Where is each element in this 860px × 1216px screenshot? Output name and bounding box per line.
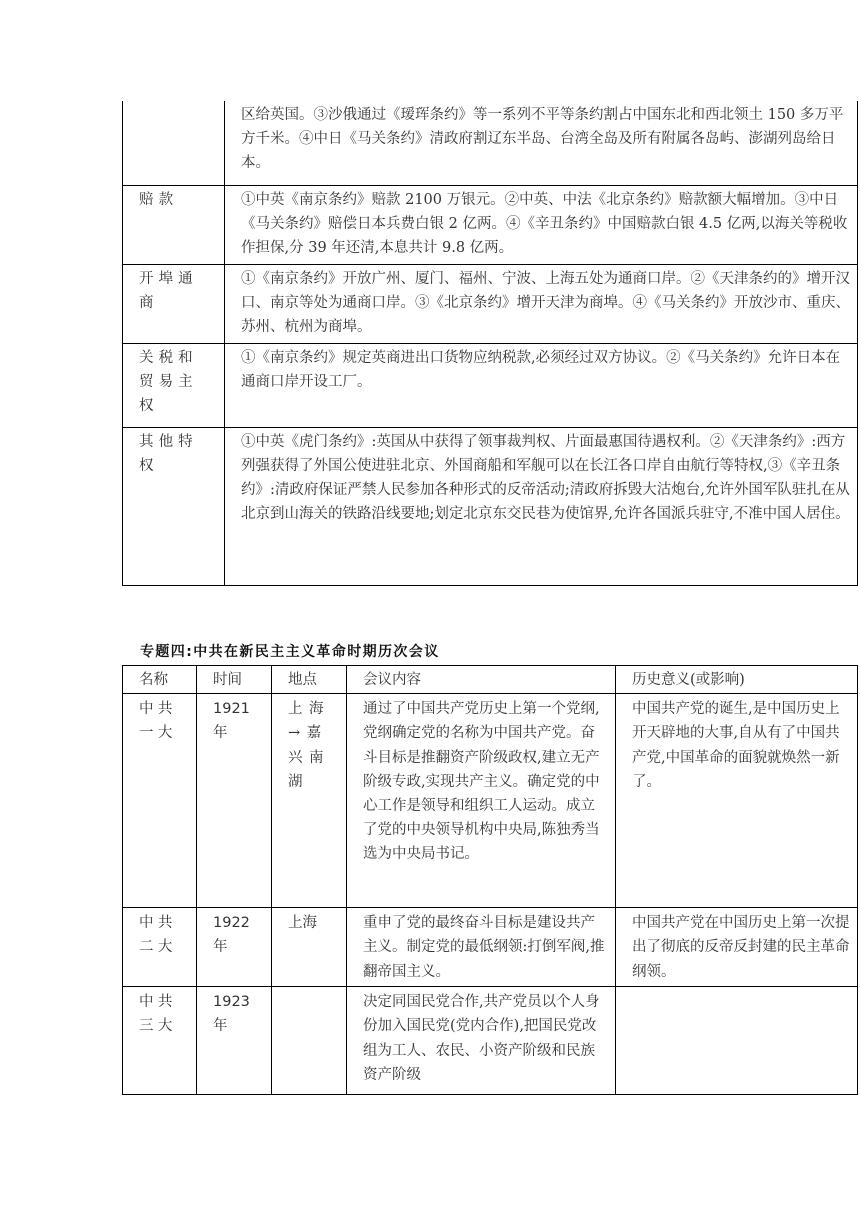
year-suffix: 年: [213, 725, 228, 742]
congress-place: 上海→嘉兴南湖: [272, 694, 347, 908]
congress-significance: [616, 987, 858, 1095]
congress-place: [272, 987, 347, 1095]
treaty-content: ①《南京条约》规定英商进出口货物应纳税款,必须经过双方协议。②《马关条约》允许日本在通商口岸开设工厂。: [225, 343, 858, 427]
congress-name: 中共二大: [123, 908, 197, 987]
treaty-category: 关税和贸易主权: [123, 343, 225, 427]
congress-significance: 中国共产党的诞生,是中国历史上开天辟地的大事,自从有了中国共产党,中国革命的面貌就焕然一新了。: [616, 694, 858, 908]
table-row: [123, 343, 858, 427]
header-place: 地点: [272, 666, 347, 694]
congress-year: [197, 694, 272, 908]
treaty-category: 开埠通商: [123, 264, 225, 343]
congress-year: [197, 908, 272, 987]
year-number: 1923: [213, 994, 250, 1011]
congress-year: [197, 987, 272, 1095]
table-row: [123, 427, 858, 585]
congress-table: [122, 665, 858, 1095]
table-row: [123, 908, 858, 987]
congress-significance: 中国共产党在中国历史上第一次提出了彻底的反帝反封建的民主革命纲领。: [616, 908, 858, 987]
year-number: 1922: [213, 915, 250, 932]
section-title: 专题四:中共在新民主主义革命时期历次会议: [140, 644, 440, 660]
treaty-table: [122, 101, 858, 586]
congress-content: 通过了中国共产党历史上第一个党纲,党纲确定党的名称为中国共产党。奋斗目标是推翻资产阶级政权,建立无产阶级专政,实现共产主义。确定党的中心工作是领导和组织工人运动。成立了党的中央领导机构中央局,陈独秀当选为中央局书记。: [347, 694, 616, 908]
congress-name: 中共一大: [123, 694, 197, 908]
year-suffix: 年: [213, 1018, 228, 1035]
congress-content: 决定同国民党合作,共产党员以个人身份加入国民党(党内合作),把国民党改组为工人、农民、小资产阶级和民族资产阶级: [347, 987, 616, 1095]
treaty-content: 区给英国。③沙俄通过《瑷珲条约》等一系列不平等条约割占中国东北和西北领土 150 多万平方千米。④中日《马关条约》清政府割辽东半岛、台湾全岛及所有附属各岛屿、澎湖列岛给日本。: [225, 101, 858, 185]
table-row: [123, 101, 858, 185]
year-number: 1921: [213, 701, 250, 718]
treaty-content: ①中英《南京条约》赔款 2100 万银元。②中英、中法《北京条约》赔款额大幅增加。③中日《马关条约》赔偿日本兵费白银 2 亿两。④《辛丑条约》中国赔款白银 4.5 亿两,以海关等税收作担保,分 39 年还清,本息共计 9.8 亿两。: [225, 185, 858, 264]
treaty-content: ①《南京条约》开放广州、厦门、福州、宁波、上海五处为通商口岸。②《天津条约的》增开汉口、南京等处为通商口岸。③《北京条约》增开天津为商埠。④《马关条约》开放沙市、重庆、苏州、杭州为商埠。: [225, 264, 858, 343]
header-name: 名称: [123, 666, 197, 694]
header-content: 会议内容: [347, 666, 616, 694]
table-row: [123, 694, 858, 908]
congress-name: 中共三大: [123, 987, 197, 1095]
table-row: [123, 987, 858, 1095]
table-row: [123, 264, 858, 343]
treaty-content: ①中英《虎门条约》:英国从中获得了领事裁判权、片面最惠国待遇权利。②《天津条约》:西方列强获得了外国公使进驻北京、外国商船和军舰可以在长江各口岸自由航行等特权,③《辛丑条约》:清政府保证严禁人民参加各种形式的反帝活动;清政府拆毁大沽炮台,允许外国军队驻扎在从北京到山海关的铁路沿线要地;划定北京东交民巷为使馆界,允许各国派兵驻守,不准中国人居住。: [225, 427, 858, 585]
header-time: 时间: [197, 666, 272, 694]
header-significance: 历史意义(或影响): [616, 666, 858, 694]
table-row: [123, 185, 858, 264]
treaty-category: 赔款: [123, 185, 225, 264]
treaty-category: 其他特权: [123, 427, 225, 585]
congress-place: 上海: [272, 908, 347, 987]
table-header-row: [123, 666, 858, 694]
congress-content: 重申了党的最终奋斗目标是建设共产主义。制定党的最低纲领:打倒军阀,推翻帝国主义。: [347, 908, 616, 987]
treaty-category: [123, 101, 225, 185]
year-suffix: 年: [213, 939, 228, 956]
